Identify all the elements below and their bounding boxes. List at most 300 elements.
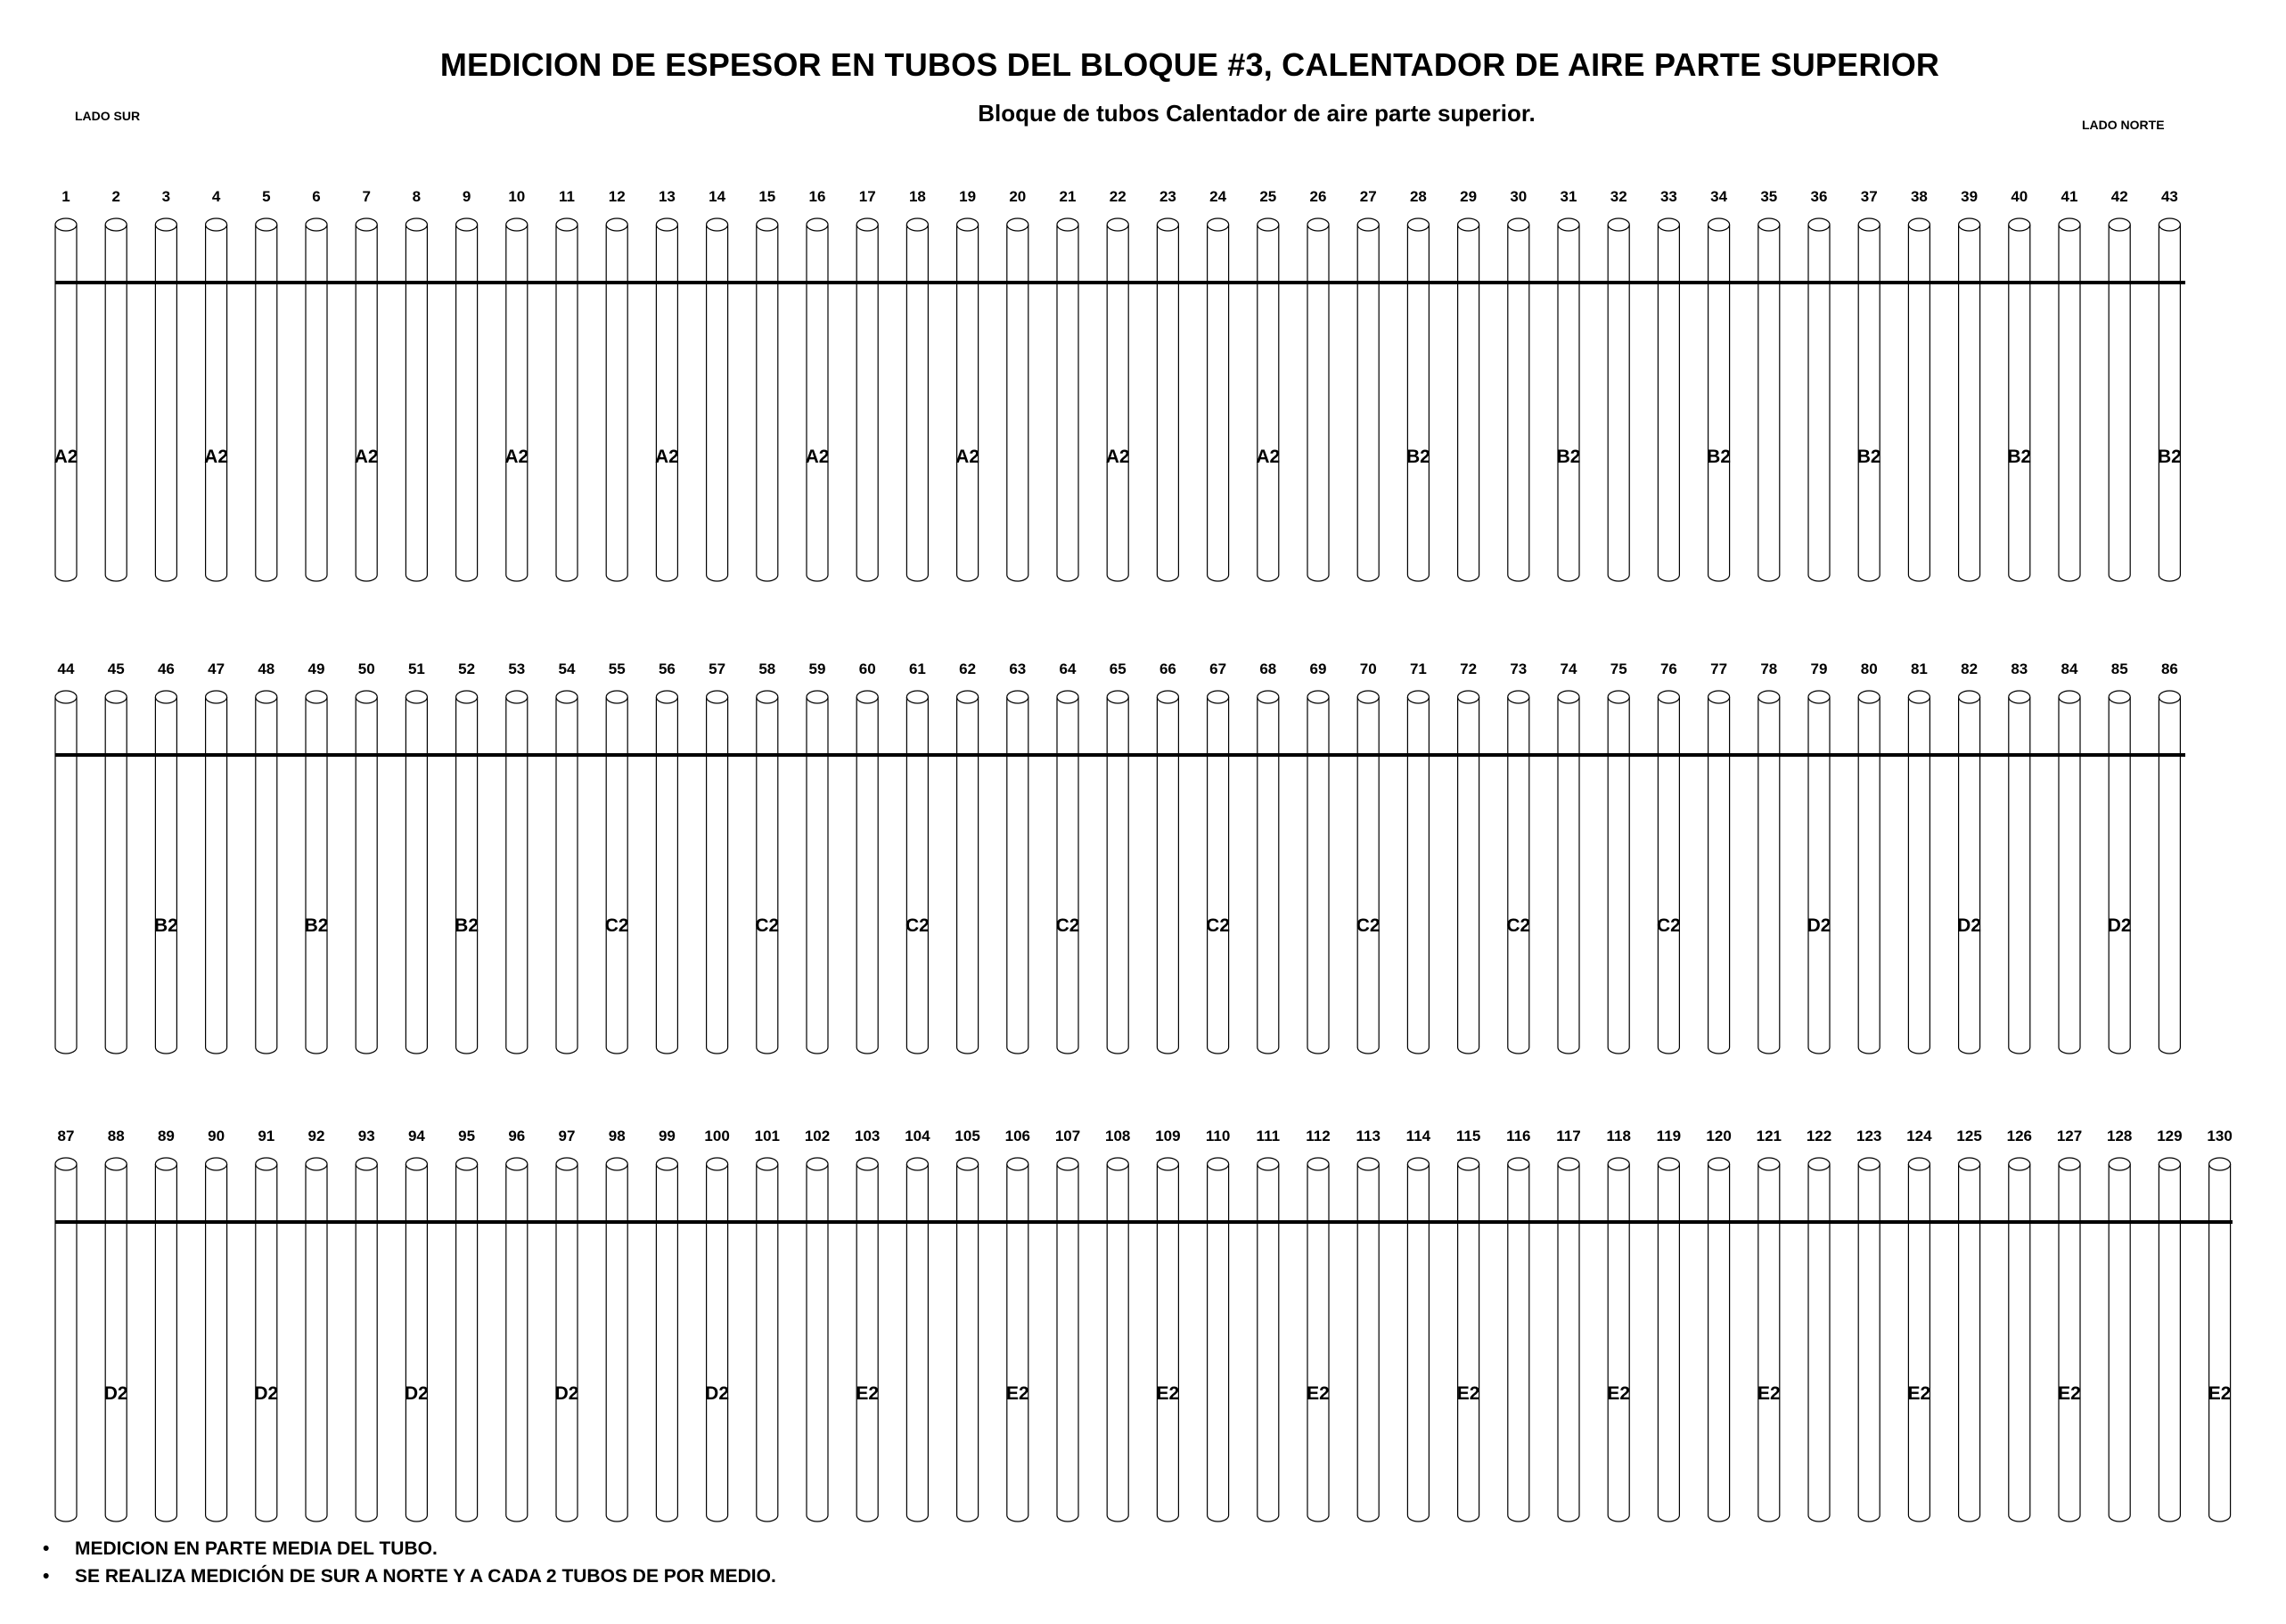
tube [1858, 660, 1880, 1054]
tube-body [2059, 697, 2080, 1054]
tube-number: 50 [357, 660, 375, 677]
tube-number: 15 [758, 188, 776, 205]
tube-number: 40 [2011, 188, 2028, 205]
tube-number: 33 [1659, 188, 1677, 205]
tube-number: 118 [1606, 1128, 1631, 1144]
tube-number: 60 [858, 660, 876, 677]
tube-cap [1858, 1158, 1880, 1170]
tube [105, 1128, 127, 1521]
tube-cap [807, 218, 828, 231]
tube-body [206, 1164, 227, 1521]
tube-cap [606, 218, 627, 231]
tube [2107, 1128, 2132, 1521]
tube-number: 1 [61, 188, 70, 205]
tube-body [1007, 1164, 1028, 1521]
tube-body [707, 1164, 728, 1521]
tube-number: 24 [1209, 188, 1227, 205]
tube-cap [1208, 218, 1229, 231]
tube [1208, 188, 1229, 581]
tube [1906, 1128, 1932, 1521]
measurement-label: E2 [1607, 1383, 1631, 1404]
tube-number: 30 [1510, 188, 1528, 205]
tube-body [206, 697, 227, 1054]
tube-cap [656, 1158, 677, 1170]
tube-cap [2159, 218, 2180, 231]
measurement-label: E2 [1907, 1383, 1931, 1404]
tube [1458, 188, 1479, 581]
tube [757, 188, 778, 581]
tube-body [256, 697, 277, 1054]
tube-cap [1157, 1158, 1178, 1170]
tube-cap [2159, 691, 2180, 703]
tube-number: 6 [312, 188, 321, 205]
tube [556, 1128, 578, 1521]
tube-number: 71 [1409, 660, 1427, 677]
tube-number: 76 [1659, 660, 1677, 677]
measurement-label: C2 [1506, 915, 1531, 936]
tube [2159, 188, 2180, 581]
tube-number: 7 [362, 188, 371, 205]
tube-number: 79 [1810, 660, 1828, 677]
tube-body [1808, 697, 1830, 1054]
tube-number: 36 [1810, 188, 1828, 205]
tube [856, 660, 878, 1054]
tube-body [1658, 225, 1679, 581]
tube-body [155, 225, 176, 581]
tube-cap [1658, 691, 1679, 703]
tube [406, 660, 427, 1054]
tube-number: 39 [1961, 188, 1979, 205]
bullet-icon: • [43, 1538, 50, 1559]
tube [855, 1128, 880, 1521]
tube-number: 25 [1259, 188, 1277, 205]
tube-number: 63 [1009, 660, 1027, 677]
tube-body [2109, 1164, 2130, 1521]
tube-number: 20 [1009, 188, 1027, 205]
tube-cap [356, 691, 377, 703]
tube-cap [206, 1158, 227, 1170]
tube-number: 113 [1356, 1128, 1381, 1144]
tube [1908, 660, 1930, 1054]
tube-cap [1357, 691, 1379, 703]
tube-body [807, 1164, 828, 1521]
tube [1856, 1128, 1881, 1521]
tube-body [957, 697, 979, 1054]
tube-body [606, 1164, 627, 1521]
tube-cap [306, 1158, 327, 1170]
tube [1808, 660, 1830, 1054]
tube [1356, 1128, 1380, 1521]
measurement-label: A2 [805, 447, 830, 467]
tube-body [356, 697, 377, 1054]
tube-cap [306, 691, 327, 703]
measurement-label: E2 [856, 1383, 880, 1404]
tube-body [206, 225, 227, 581]
tube-cap [1258, 691, 1279, 703]
tube-cap [1959, 218, 1980, 231]
tube-number: 48 [258, 660, 275, 677]
tube [1208, 660, 1229, 1054]
tube-number: 5 [262, 188, 271, 205]
tube [1258, 188, 1279, 581]
tube-body [1658, 1164, 1679, 1521]
tube-cap [1558, 218, 1579, 231]
measurement-label: B2 [304, 915, 329, 936]
tube-body [1758, 697, 1780, 1054]
tube-body [155, 697, 176, 1054]
tube-body [1258, 1164, 1279, 1521]
tube-cap [906, 1158, 928, 1170]
tube [155, 188, 176, 581]
tube-cap [606, 1158, 627, 1170]
tube-body [456, 225, 478, 581]
tube-cap [1208, 1158, 1229, 1170]
tube-number: 46 [157, 660, 175, 677]
tube-cap [1307, 691, 1329, 703]
tube-number: 75 [1610, 660, 1627, 677]
tube-cap [1057, 1158, 1078, 1170]
measurement-label: C2 [1656, 915, 1681, 936]
tube-cap [356, 1158, 377, 1170]
tube [1456, 1128, 1480, 1521]
tube-cap [1858, 691, 1880, 703]
measurement-label: A2 [204, 447, 229, 467]
tube [506, 660, 528, 1054]
tube [1206, 1128, 1230, 1521]
tube-body [656, 1164, 677, 1521]
tube-cap [1808, 691, 1830, 703]
tube-body [1357, 225, 1379, 581]
tube [606, 188, 627, 581]
tube-cap [1708, 691, 1730, 703]
tube-cap [1758, 1158, 1780, 1170]
tube-body [1407, 225, 1429, 581]
tube-number: 93 [357, 1128, 375, 1144]
tube [704, 1128, 729, 1521]
tube [105, 188, 127, 581]
tube-cap [1458, 218, 1479, 231]
tube-cap [256, 1158, 277, 1170]
tube-body [2109, 225, 2130, 581]
measurement-label: D2 [2107, 915, 2132, 936]
tube [906, 660, 928, 1054]
tube-cap [1007, 218, 1028, 231]
tube-cap [1458, 1158, 1479, 1170]
tube-number: 58 [758, 660, 776, 677]
tube-body [506, 1164, 528, 1521]
tube-body [856, 225, 878, 581]
tube-cap [1908, 691, 1930, 703]
tube-cap [2109, 1158, 2130, 1170]
tube-cap [1407, 691, 1429, 703]
tube-number: 130 [2207, 1128, 2233, 1144]
tube-body [2009, 1164, 2030, 1521]
tube [1758, 660, 1780, 1054]
tube [1908, 188, 1930, 581]
tube-body [256, 1164, 277, 1521]
tube-cap [2059, 691, 2080, 703]
tube-cap [1708, 1158, 1730, 1170]
tube-cap [1808, 1158, 1830, 1170]
tube-number: 83 [2011, 660, 2028, 677]
tube-number: 77 [1710, 660, 1728, 677]
tube-number: 122 [1806, 1128, 1832, 1144]
tube-body [506, 225, 528, 581]
tube [1959, 660, 1980, 1054]
tube-cap [656, 218, 677, 231]
note-text: SE REALIZA MEDICIÓN DE SUR A NORTE Y A CADA 2 TUBOS DE POR MEDIO. [75, 1566, 776, 1587]
tube-number: 121 [1756, 1128, 1782, 1144]
tube-number: 37 [1860, 188, 1878, 205]
tube-cap [356, 218, 377, 231]
tube-cap [757, 218, 778, 231]
tube-body [105, 697, 127, 1054]
tube-body [1558, 697, 1579, 1054]
tube [1005, 1128, 1030, 1521]
tube-number: 2 [111, 188, 120, 205]
tube-number: 89 [157, 1128, 175, 1144]
tube-body [1157, 1164, 1178, 1521]
tube [1608, 188, 1629, 581]
tube [256, 660, 277, 1054]
measurement-label: E2 [1307, 1383, 1330, 1404]
tube-body [256, 225, 277, 581]
tube-number: 100 [704, 1128, 730, 1144]
tube-body [1959, 225, 1980, 581]
measurement-label: E2 [2058, 1383, 2081, 1404]
tube [2207, 1128, 2232, 1521]
tube-cap [1508, 691, 1529, 703]
tube [1858, 188, 1880, 581]
tube [2159, 660, 2180, 1054]
measurement-label: A2 [955, 447, 980, 467]
tube [2109, 660, 2130, 1054]
tube-number: 101 [754, 1128, 780, 1144]
measurement-label: D2 [1957, 915, 1982, 936]
tube-number: 94 [407, 1128, 425, 1144]
tube [1007, 188, 1028, 581]
tube-number: 16 [808, 188, 826, 205]
tube [1105, 1128, 1130, 1521]
tube-number: 57 [709, 660, 726, 677]
tube-number: 129 [2157, 1128, 2183, 1144]
tube [406, 188, 427, 581]
tube-number: 123 [1856, 1128, 1882, 1144]
tube-number: 14 [709, 188, 726, 205]
tube [105, 660, 127, 1054]
tube-body [1858, 225, 1880, 581]
tube [456, 660, 478, 1054]
tube-number: 72 [1460, 660, 1478, 677]
tube [906, 188, 928, 581]
side-label-south: LADO SUR [75, 109, 141, 123]
tube [1007, 660, 1028, 1054]
tube-cap [2159, 1158, 2180, 1170]
tube [1657, 1128, 1681, 1521]
tube-cap [155, 691, 176, 703]
tube-body [356, 225, 377, 581]
tube-body [707, 697, 728, 1054]
tube-number: 64 [1059, 660, 1077, 677]
tube-cap [1407, 1158, 1429, 1170]
tube [1658, 660, 1679, 1054]
tube-number: 45 [107, 660, 125, 677]
measurement-label: C2 [604, 915, 629, 936]
tube-cap [1959, 1158, 1980, 1170]
tube-number: 9 [462, 188, 471, 205]
tube-number: 62 [959, 660, 977, 677]
tube-body [1458, 697, 1479, 1054]
tube-number: 124 [1906, 1128, 1932, 1144]
tube-body [757, 697, 778, 1054]
measurement-label: C2 [1055, 915, 1080, 936]
tube [807, 660, 828, 1054]
tube [1506, 1128, 1530, 1521]
tube [955, 1128, 979, 1521]
measurement-label: A2 [53, 447, 78, 467]
tube [1807, 1128, 1831, 1521]
tube-cap [256, 218, 277, 231]
tube-body [1908, 697, 1930, 1054]
tube-cap [506, 218, 528, 231]
measurement-label: E2 [1757, 1383, 1781, 1404]
tube-body [1407, 697, 1429, 1054]
tube-body [957, 1164, 979, 1521]
tube-cap [1508, 1158, 1529, 1170]
tube-body [105, 1164, 127, 1521]
tube-body [1057, 1164, 1078, 1521]
tube [55, 188, 77, 581]
tube-body [1908, 225, 1930, 581]
tube-body [1307, 697, 1329, 1054]
tube-number: 127 [2056, 1128, 2083, 1144]
tube-body [1057, 225, 1078, 581]
tube-body [807, 225, 828, 581]
tube-cap [2009, 218, 2030, 231]
tube [356, 660, 377, 1054]
tube-cap [2209, 1158, 2231, 1170]
tube [1558, 660, 1579, 1054]
measurement-label: B2 [455, 915, 479, 936]
tube-number: 96 [508, 1128, 526, 1144]
tube [206, 188, 227, 581]
tube-row-2 [55, 660, 2185, 1054]
tube-number: 22 [1109, 188, 1127, 205]
tube-body [1808, 1164, 1830, 1521]
tube-body [606, 697, 627, 1054]
measurement-label: A2 [654, 447, 679, 467]
tube [256, 1128, 277, 1521]
tube [2009, 660, 2030, 1054]
tube-cap [2009, 1158, 2030, 1170]
tube-cap [1858, 218, 1880, 231]
measurement-label: A2 [1256, 447, 1281, 467]
tube-body [2159, 697, 2180, 1054]
tube-cap [2109, 691, 2130, 703]
tube [1508, 660, 1529, 1054]
tube-body [1608, 1164, 1629, 1521]
tube [1758, 188, 1780, 581]
tube [306, 660, 327, 1054]
tube-number: 126 [2006, 1128, 2032, 1144]
note-item [43, 1562, 776, 1590]
tube-number: 84 [2061, 660, 2078, 677]
tube-cap [406, 1158, 427, 1170]
tube-cap [807, 1158, 828, 1170]
measurement-label: B2 [1707, 447, 1732, 467]
tube-body [1007, 697, 1028, 1054]
tube-cap [1258, 218, 1279, 231]
measurement-label: B2 [1856, 447, 1881, 467]
tube-number: 18 [908, 188, 926, 205]
tube-cap [707, 218, 728, 231]
tube-number: 69 [1309, 660, 1327, 677]
tube [905, 1128, 930, 1521]
tube-cap [1007, 1158, 1028, 1170]
tube-body [957, 225, 979, 581]
tube-number: 85 [2110, 660, 2128, 677]
tube-body [1558, 225, 1579, 581]
tube-cap [1608, 218, 1629, 231]
tube-cap [105, 691, 127, 703]
tube-cap [906, 218, 928, 231]
tube-body [556, 1164, 578, 1521]
tube-cap [155, 1158, 176, 1170]
tube [1306, 1128, 1330, 1521]
tube-number: 125 [1956, 1128, 1982, 1144]
tube-body [1758, 1164, 1780, 1521]
tube-number: 116 [1506, 1128, 1531, 1144]
tube-body [2009, 697, 2030, 1054]
tube-number: 31 [1560, 188, 1577, 205]
tube-number: 92 [307, 1128, 325, 1144]
tube-cap [306, 218, 327, 231]
tube [957, 660, 979, 1054]
tube-body [1608, 225, 1629, 581]
tube-body [606, 225, 627, 581]
tube-body [306, 697, 327, 1054]
tube-body [856, 1164, 878, 1521]
tube [1407, 188, 1429, 581]
tube [1608, 660, 1629, 1054]
measurement-label: B2 [1405, 447, 1430, 467]
tube [1357, 188, 1379, 581]
tube-cap [556, 691, 578, 703]
tube-cap [456, 691, 478, 703]
tube-body [1858, 697, 1880, 1054]
tube-body [406, 225, 427, 581]
tube-body [1658, 697, 1679, 1054]
tube [807, 188, 828, 581]
tube [755, 1128, 780, 1521]
tube [2109, 188, 2130, 581]
tube-body [456, 697, 478, 1054]
tube-number: 95 [458, 1128, 476, 1144]
tube-number: 109 [1155, 1128, 1181, 1144]
tube-cap [856, 218, 878, 231]
tube-number: 90 [208, 1128, 225, 1144]
tube-cap [807, 691, 828, 703]
tube-body [356, 1164, 377, 1521]
tube-number: 53 [508, 660, 526, 677]
tube-cap [757, 691, 778, 703]
tube-number: 49 [307, 660, 325, 677]
tube [1757, 1128, 1782, 1521]
note-text: MEDICION EN PARTE MEDIA DEL TUBO. [75, 1538, 438, 1559]
tube [256, 188, 277, 581]
tube [2007, 1128, 2032, 1521]
tube-body [1959, 697, 1980, 1054]
